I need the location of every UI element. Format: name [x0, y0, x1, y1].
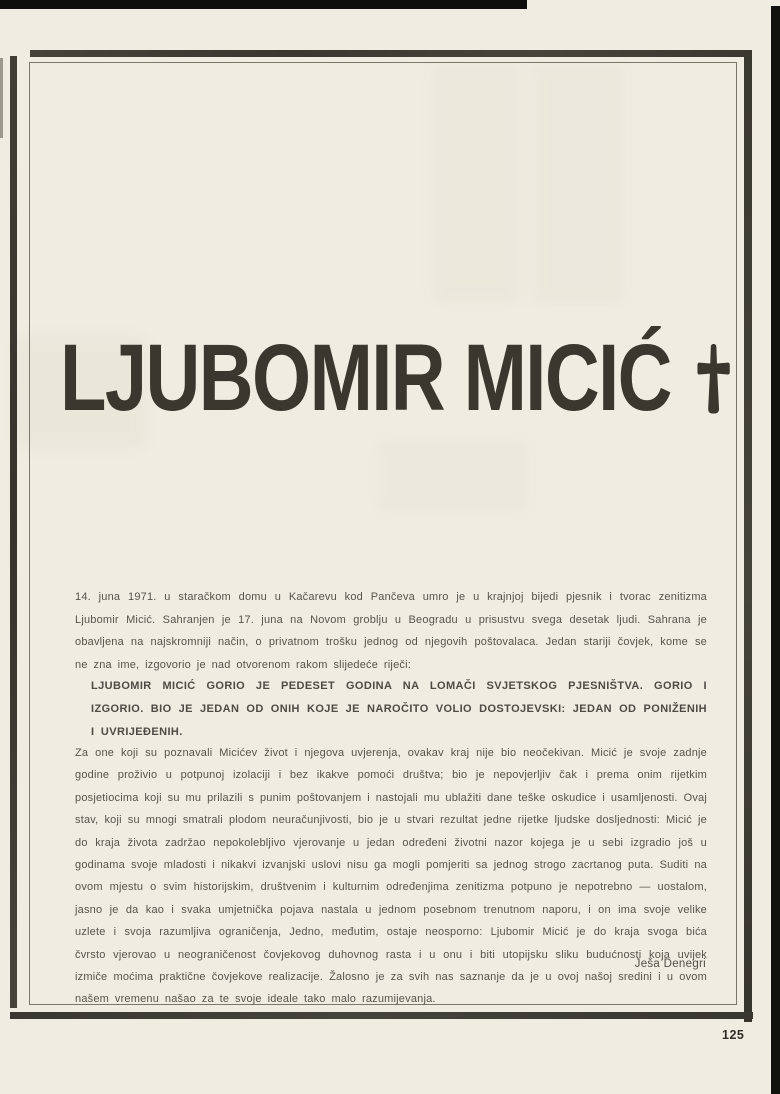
- intro-paragraph: 14. juna 1971. u staračkom domu u Kačarevu kod Pančeva umro je u krajnjoj bijedi pjesnik i tvorac zenitizma Ljubomir Micić. Sahranjen je 17. juna na Novom groblju u Beogradu u prisustvu svega desetak ljudi. Sahrana je obavljena na najskromniji način, o privatnom trošku jednog od njegovih poštovalaca. Jedan stariji čovjek, kome se ne zna ime, izgovorio je nad otvorenom rakom slijedeće riječi:: [75, 591, 707, 671]
- obituary-headline: [60, 325, 732, 431]
- eulogy-quote: LJUBOMIR MICIĆ GORIO JE PEDESET GODINA NA LOMAČI SVJETSKOG PJESNIŠTVA. GORIO I IZGORIO. BIO JE JEDAN OD ONIH KOJE JE NAROČITO VOLIO DOSTOJEVSKI: JEDAN OD PONIŽENIH I UVRIJEĐENIH.: [91, 680, 707, 738]
- frame-rule-left: [10, 56, 17, 1008]
- author-signature: Ješa Denegri: [634, 958, 706, 970]
- frame-rule-right: [744, 51, 752, 1022]
- latin-cross-icon: [695, 342, 732, 421]
- scan-edge-top: [0, 0, 527, 9]
- body-paragraph: Za one koji su poznavali Micićev život i njegova uvjerenja, ovakav kraj nije bio neočekivan. Micić je svoje zadnje godine proživio u potpunoj izolaciji i bez ikakve pomoći društva; bio je nepovjerljiv čak i prema onim rijetkim posjetiocima koji su mu prilazili s punim poštovanjem i nastojali mu ublažiti dane teške oskudice i usamljenosti. Ovaj stav, koji su mnogi smatrali plodom neuračunjivosti, bio je u stvari rezultat jedne rijetke ljudske dosljednosti: Micić je do kraja života zadržao nepokolebljivo vjerovanje u jedan određeni životni nazor kojega je u sebi izgradio još u godinama svoje mladosti i nikakvi izvanjski uslovi nisu ga mogli pomjeriti sa jednog strogo zacrtanog puta. Suditi na ovom mjestu o svim historijskim, društvenim i kulturnim određenjima zenitizma potpuno je nepotrebno — uostalom, jasno je da kao i svaka umjetnička pojava nastala u jednom posebnom trenutnom naporu, i on ima svoje velike uzlete i svoja razumljiva ograničenja, Jedno, međutim, ostaje neosporno: Ljubomir Micić je do kraja svoga bića čvrsto vjerovao u neograničenost čovjekovog duhovnog rasta i u onu i biti utopijsku sliku budućnosti koja uvijek izmiče moćima praktične čovjekove realizacije. Žalosno je za svih nas saznanje da je u ovoj našoj sredini i u ovom našem vremenu našao za te svoje ideale tako malo razumijevanja.: [75, 747, 707, 1006]
- frame-rule-bottom: [10, 1012, 753, 1019]
- page-title: LJUBOMIR MICIĆ: [60, 325, 671, 431]
- frame-rule-top: [30, 50, 752, 57]
- page-number: 125: [722, 1028, 745, 1042]
- scan-edge-right: [771, 6, 780, 1094]
- scan-edge-left-sliver: [0, 58, 3, 138]
